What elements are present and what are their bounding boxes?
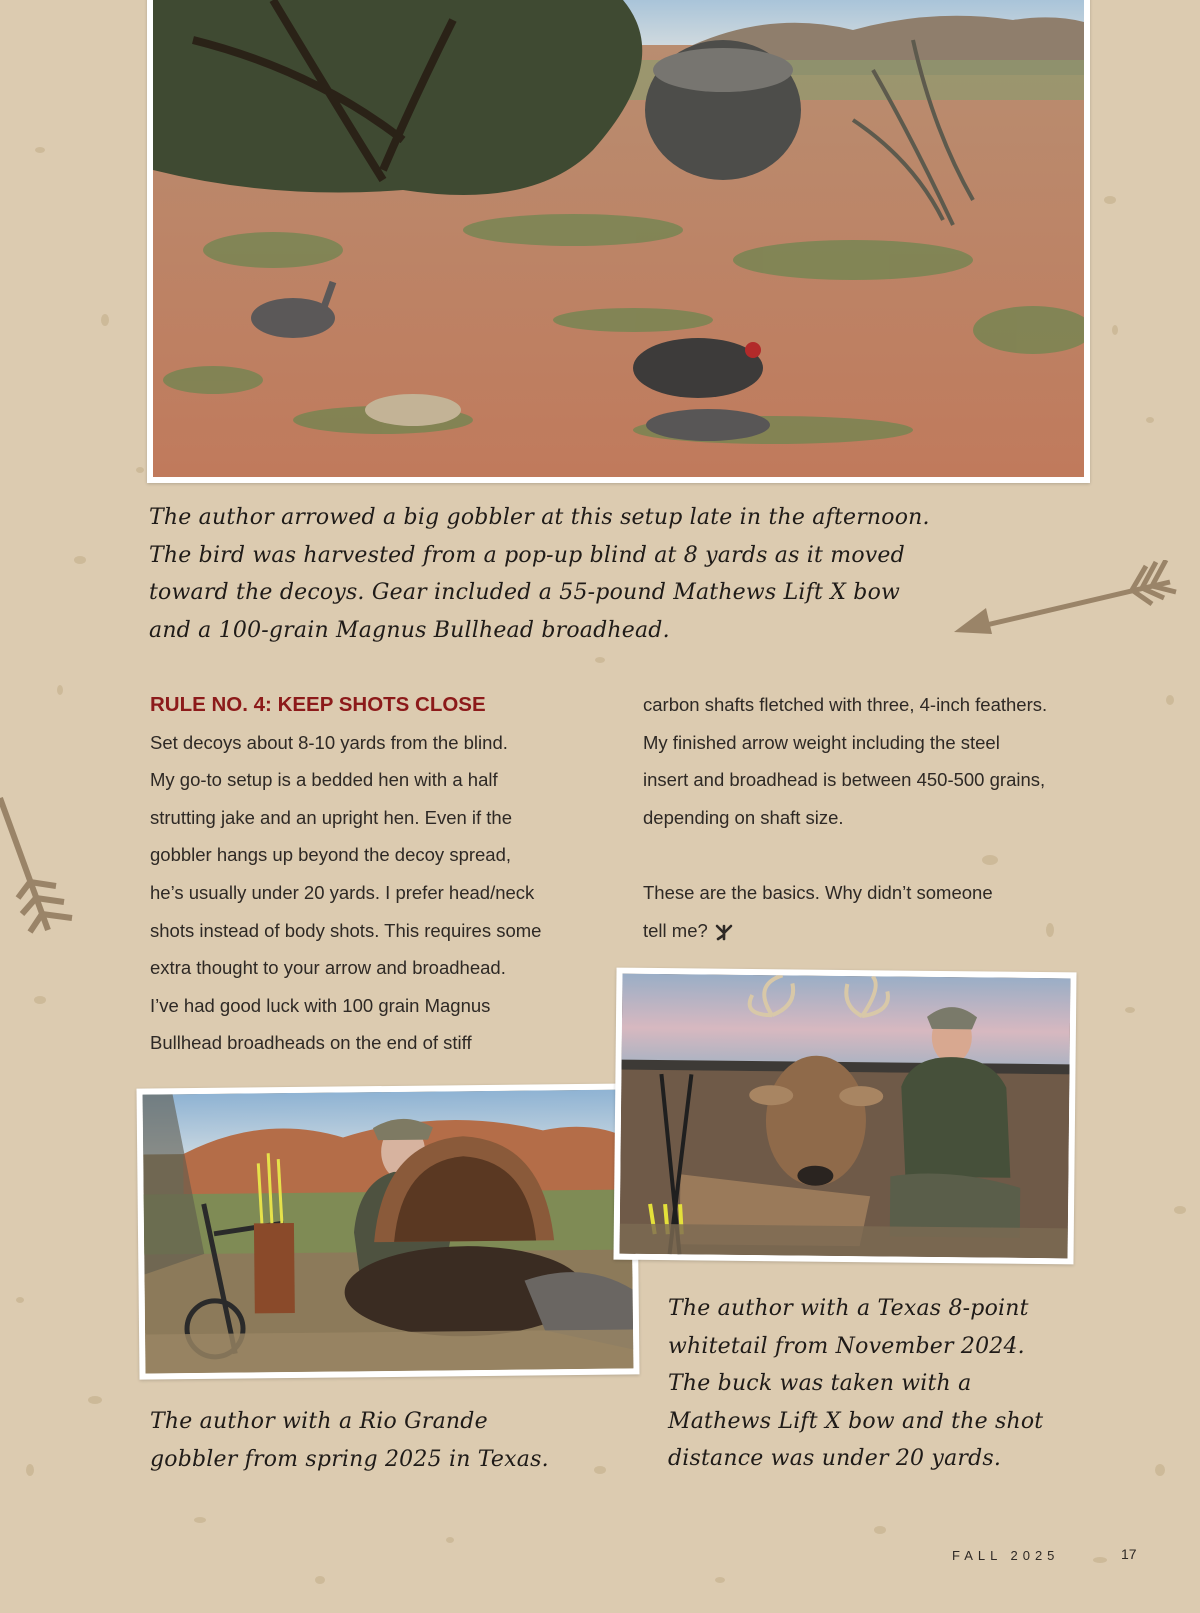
body-line: carbon shafts fletched with three, 4-inch feathers. [643, 694, 1048, 715]
body-line: insert and broadhead is between 450-500 grains, [643, 769, 1046, 791]
body-line: My go-to setup is a bedded hen with a half [150, 769, 498, 791]
gobbler-caption: The author with a Rio Grande gobbler from spring 2025 in Texas. [150, 1409, 549, 1472]
page-number: 17 [1121, 1546, 1137, 1562]
body-line: gobbler hangs up beyond the decoy spread, [150, 844, 512, 866]
body-line: depending on shaft size. [643, 806, 844, 828]
decoy-setup-photo [147, 0, 1090, 483]
body-line: extra thought to your arrow and broadhead. [150, 957, 506, 979]
body-line: My finished arrow weight including the steel [643, 731, 1000, 753]
whitetail-photo [613, 968, 1076, 1265]
article-left-column [150, 686, 541, 1062]
body-line: I’ve had good luck with 100 grain Magnus [150, 994, 491, 1016]
section-heading: RULE NO. 4: KEEP SHOTS CLOSE [150, 693, 486, 716]
body-line: Bullhead broadheads on the end of stiff [150, 1032, 472, 1054]
body-line: strutting jake and an upright hen. Even if the [150, 806, 513, 828]
closing-line: tell me? [643, 912, 1047, 950]
turkey-track-icon [714, 922, 734, 942]
arrow-icon [0, 790, 100, 950]
body-line: he’s usually under 20 yards. I prefer head/neck [150, 881, 535, 903]
whitetail-caption: The author with a Texas 8-point whitetail from November 2024. The buck was taken with a Mathews Lift X bow and the shot distance was under 20 yards. [668, 1296, 1044, 1471]
decoy-setup-caption: The author arrowed a big gobbler at this setup late in the afternoon. The bird was harvested from a pop-up blind at 8 yards as it moved toward the decoys. Gear included a 55-pound Mathews Lift X bow and a 100-grain Magnus Bullhead broadhead. [149, 505, 930, 643]
arrow-icon [952, 560, 1187, 655]
body-line: Set decoys about 8-10 yards from the blind. [150, 731, 508, 753]
article-right-column [643, 686, 1047, 949]
body-line: shots instead of body shots. This requires some [150, 919, 542, 941]
gobbler-photo [136, 1083, 639, 1379]
body-line: These are the basics. Why didn’t someone [643, 881, 993, 903]
issue-season: FALL 2025 [952, 1548, 1060, 1563]
